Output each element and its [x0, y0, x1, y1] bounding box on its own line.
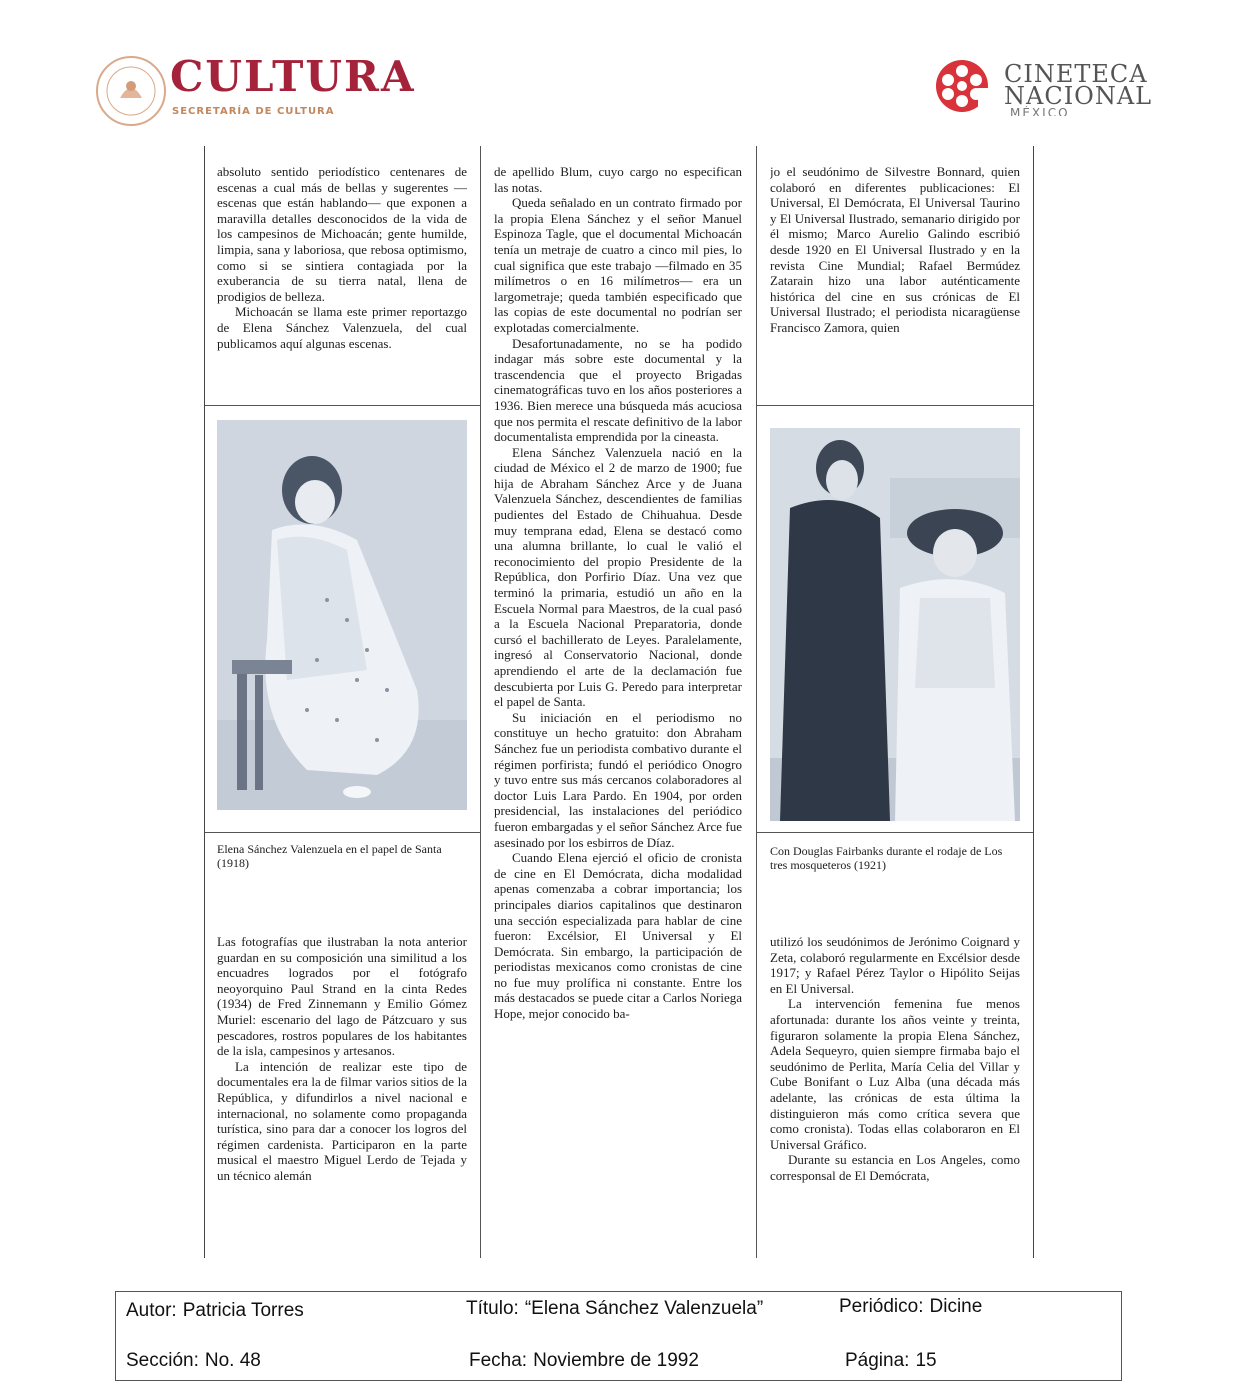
- paragraph: Las fotografías que ilustraban la nota anterior guardan en su composición una similitud a los encuadres logrados por el fotógrafo neoyorquino Paul Strand en la cinta Redes (1934) de Fred Zinnemann y Emilio Gómez Muriel: escenario del lago de Pátzcuaro y sus pescadores, rostros populares de los habitantes de la isla, campesinos y artesanos.: [217, 934, 467, 1059]
- paragraph: Michoacán se llama este primer reportazgo de Elena Sánchez Valenzuela, del cual publicamos aquí algunas escenas.: [217, 304, 467, 351]
- titulo-label: Título:: [466, 1298, 519, 1319]
- column2-text: [494, 164, 742, 1254]
- paragraph: Cuando Elena ejerció el oficio de cronista de cine en El Demócrata, dicha modalidad apenas comenzaba a cobrar importancia; los principales diarios capitalinos que destinaron una sección especializada para hablar de cine fueron: Excélsior, El Universal y El Demócrata. Sin embargo, la participación de periodistas mexicanos como cronistas de cine no fue muy prolífica ni constante. Entre los más destacados se puede citar a Carlos Noriega Hope, mejor conocido ba-: [494, 850, 742, 1022]
- paragraph: Queda señalado en un contrato firmado por la propia Elena Sánchez y el señor Manuel Espinoza Tagle, que el documental Michoacán tenía un metraje de cuatro a cinco mil pies, lo cual significa que este trabajo —filmado en 35 milímetros o en 16 milímetros— era un largometraje; queda también especificado que las copias de este documental no podrían ser explotadas comercialmente.: [494, 195, 742, 335]
- mexico-seal-icon: [96, 56, 166, 126]
- autor-value: Patricia Torres: [182, 1300, 304, 1321]
- column-divider: [480, 146, 481, 1258]
- cineteca-logo-line2: NACIONAL: [1004, 82, 1153, 110]
- paragraph: La intervención femenina fue menos afortunada: durante los años veinte y treinta, figuraron solamente la propia Elena Sánchez, Adela Sequeyro, quien siempre firmaba bajo el seudónimo de Perlita, María Celia del Villar y Cube Bonifant o Luz Alba (una década más adelante, las crónicas de esta última la distinguieron más como crítica severa que como cronista). Todas ellas colaboraron en El Universal Gráfico.: [770, 996, 1020, 1152]
- periodico-value: Dicine: [929, 1296, 983, 1317]
- column3-bottom-text: [770, 934, 1020, 1252]
- titulo-field: [466, 1298, 763, 1320]
- column-divider: [756, 146, 757, 1258]
- pagina-label: Página:: [845, 1350, 910, 1371]
- periodico-field: [839, 1296, 982, 1318]
- cineteca-logo-line1: CINETECA: [1004, 60, 1148, 88]
- paragraph: utilizó los seudónimos de Jerónimo Coignard y Zeta, colaboró regularmente en Excélsior desde 1917; y Rafael Pérez Taylor o Hipólito Seijas en El Universal.: [770, 934, 1020, 996]
- paragraph: jo el seudónimo de Silvestre Bonnard, quien colaboró en diferentes publicaciones: El Universal, El Demócrata, El Universal Taurino y El Universal Ilustrado, semanario dirigido por él mismo; Marco Aurelio Galindo escribió desde 1920 en El Universal Ilustrado y en la revista Cine Mundial; Rafael Bermúdez Zatarain hizo una labor auténticamente histórica del cine en sus crónicas de El Universal Ilustrado; el periodista nicaragüense Francisco Zamora, quien: [770, 164, 1020, 335]
- paragraph: Elena Sánchez Valenzuela nació en la ciudad de México el 2 de marzo de 1900; fue hija de Abraham Sánchez Arce y de Juana Valenzuela Sánchez, descendientes de familias pudientes del Estado de Chihuahua. Desde muy temprana edad, Elena se destacó como una alumna brillante, lo cual le valió el reconocimiento del propio Presidente de la República, don Porfirio Díaz. Una vez que terminó la primaria, estudió un año en la Escuela Normal para Maestros, de la cual pasó a la Escuela Nacional Preparatoria, donde cursó el bachillerato de Leyes. Paralelamente, ingresó al Conservatorio Nacional, donde aprendiendo el arte de la declamación fue descubierta por Luis G. Peredo para interpretar el papel de Santa.: [494, 444, 742, 710]
- pagina-value: 15: [915, 1350, 937, 1371]
- paragraph: Su iniciación en el periodismo no constituye un hecho gratuito: don Abraham Sánchez fue un periodista combativo durante el régimen porfirista; fundó el periódico Onogro y tuvo entre sus más cercanos colaboradores al doctor Luis Lara Pardo. En 1904, por orden presidencial, las instalaciones del periódico fueron embargadas y el señor Sánchez Arce fue asesinado por los esbirros de Díaz.: [494, 709, 742, 850]
- column1-top-text: [217, 164, 467, 360]
- fecha-label: Fecha:: [469, 1350, 528, 1371]
- cineteca-logo-line3: MÉXICO: [1010, 106, 1070, 116]
- cultura-logo-title: CULTURA: [170, 52, 416, 101]
- titulo-value: “Elena Sánchez Valenzuela”: [524, 1298, 764, 1319]
- paragraph: absoluto sentido periodístico centenares de escenas a cual más de bellas y sugerentes —escenas que están hablando— que exponen a maravilla detalles desconocidos de la vida de los campesinos de Michoacán; gente humilde, limpia, sana y laboriosa, que rebosa optimismo, como si se sintiera contagiada por la exuberancia de su tierra natal, llena de prodigios de belleza.: [217, 164, 467, 304]
- column3-top-text: [770, 164, 1020, 382]
- seccion-label: Sección:: [126, 1350, 199, 1371]
- metadata-table: [115, 1291, 1122, 1381]
- photo2-caption: Con Douglas Fairbanks durante el rodaje de Los tres mosqueteros (1921): [770, 844, 1003, 872]
- seccion-value: No. 48: [204, 1350, 261, 1371]
- photo-elena-fairbanks: [770, 428, 1020, 821]
- section-rule: [756, 405, 1033, 406]
- paragraph: La intención de realizar este tipo de documentales era la de filmar varios sitios de la República, y difundirlos a nivel nacional e internacional, no solamente como propaganda turística, sino para dar a conocer los logros del régimen cardenista. Participaron en la parte musical el maestro Miguel Lerdo de Tejada y un técnico alemán: [217, 1058, 467, 1183]
- article-scan: [204, 146, 1034, 1258]
- paragraph: Desafortunadamente, no se ha podido indagar más sobre este documental y la trascendencia que el proyecto Brigadas cinematográficas tuvo en los años posteriores a 1936. Bien merece una búsqueda más acuciosa que nos permita el rescate definitivo de la labor documentalista emprendida por la cineasta.: [494, 335, 742, 445]
- autor-field: [126, 1300, 304, 1322]
- cultura-logo-subtitle: SECRETARÍA DE CULTURA: [172, 106, 335, 117]
- photo1-caption: Elena Sánchez Valenzuela en el papel de Santa (1918): [217, 842, 442, 870]
- column1-bottom-text: [217, 934, 467, 1252]
- fecha-value: Noviembre de 1992: [533, 1350, 699, 1371]
- autor-label: Autor:: [126, 1300, 177, 1321]
- paragraph: de apellido Blum, cuyo cargo no especifican las notas.: [494, 164, 742, 195]
- pagina-field: [845, 1350, 937, 1372]
- fecha-field: [469, 1350, 699, 1372]
- photo-elena-santa: [217, 420, 467, 810]
- periodico-label: Periódico:: [839, 1296, 924, 1317]
- paragraph: Durante su estancia en Los Angeles, como corresponsal de El Demócrata,: [770, 1152, 1020, 1183]
- section-rule: [205, 405, 481, 406]
- section-rule: [756, 832, 1033, 833]
- seccion-field: [126, 1350, 261, 1372]
- section-rule: [205, 832, 481, 833]
- cineteca-reel-icon: [934, 58, 996, 114]
